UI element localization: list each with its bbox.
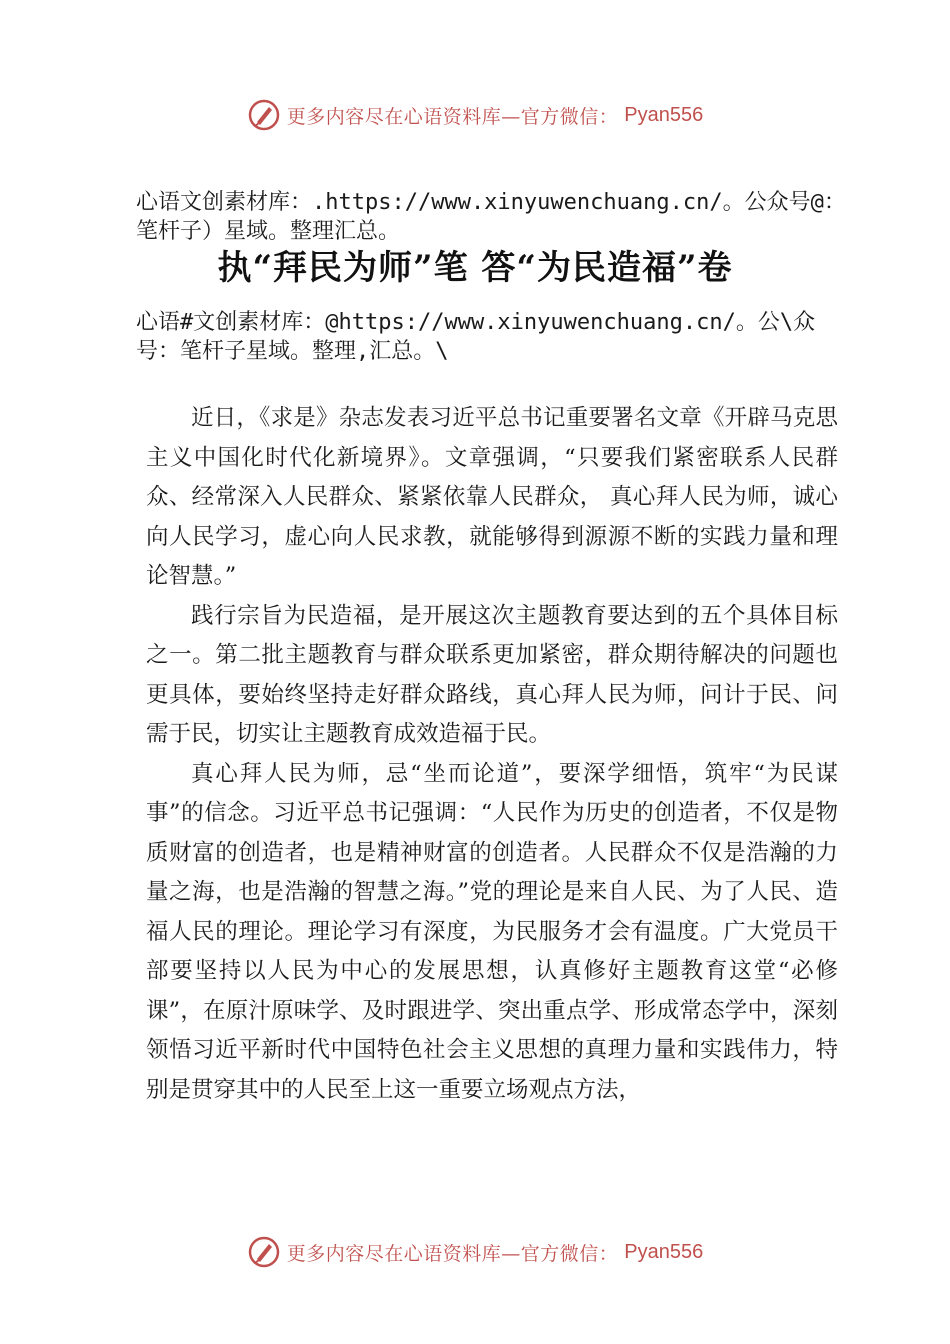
document-title: 执“拜民为师”笔 答“为民造福”卷 [217,248,733,288]
pen-nib-seal-icon [247,1235,281,1269]
paragraph-2: 践行宗旨为民造福，是开展这次主题教育要达到的五个具体目标之一。第二批主题教育与群众联系更加紧密，群众期待解决的问题也更具体，要始终坚持走好群众路线，真心拜人民为师，问计于民、问需于民，切实让主题教育成效造福于民。 [146,602,838,747]
paragraph-3: 真心拜人民为师，忌“坐而论道”，要深学细悟，筑牢“为民谋事”的信念。习近平总书记强调：“人民作为历史的创造者，不仅是物质财富的创造者，也是精神财富的创造者。人民群众不仅是浩瀚的力量之海，也是浩瀚的智慧之海。”党的理论是来自人民、为了人民、造福人民的理论。理论学习有深度，为民服务才会有温度。广大党员干部要坚持以人民为中心的发展思想，认真修好主题教育这堂“必修课”，在原汁原味学、及时跟进学、突出重点学、形成常态学中，深刻领悟习近平新时代中国特色社会主义思想的真理力量和实践伟力，特别是贯穿其中的人民至上这一重要立场观点方法， [146,760,838,1103]
watermark-line-mid: 心语#文创素材库：@https://www.xinyuwenchuang.cn/。公\众号：笔杆子星域。整理,汇总。\ [136,310,816,364]
paragraph-1: 近日，《求是》杂志发表习近平总书记重要署名文章《开辟马克思主义中国化时代化新境界》。文章强调，“只要我们紧密联系人民群众、经常深入人民群众、紧紧依靠人民群众， 真心拜人民为师，诚心向人民学习，虚心向人民求教，就能够得到源源不断的实践力量和理论智慧。” [146,405,838,589]
banner-text: 更多内容尽在心语资料库—官方微信： [286,105,619,128]
header-banner [0,95,950,135]
pen-nib-seal-icon [247,98,281,132]
article-body [146,399,838,1110]
footer-banner [0,1232,950,1272]
watermark-line-top: 心语文创素材库：.https://www.xinyuwenchuang.cn/。公众号@：笔杆子）星域。整理汇总。 [136,190,846,244]
banner-wechat-id: Pyan556 [624,1240,704,1263]
banner-text: 更多内容尽在心语资料库—官方微信： [286,1242,619,1265]
banner-wechat-id: Pyan556 [624,103,704,126]
